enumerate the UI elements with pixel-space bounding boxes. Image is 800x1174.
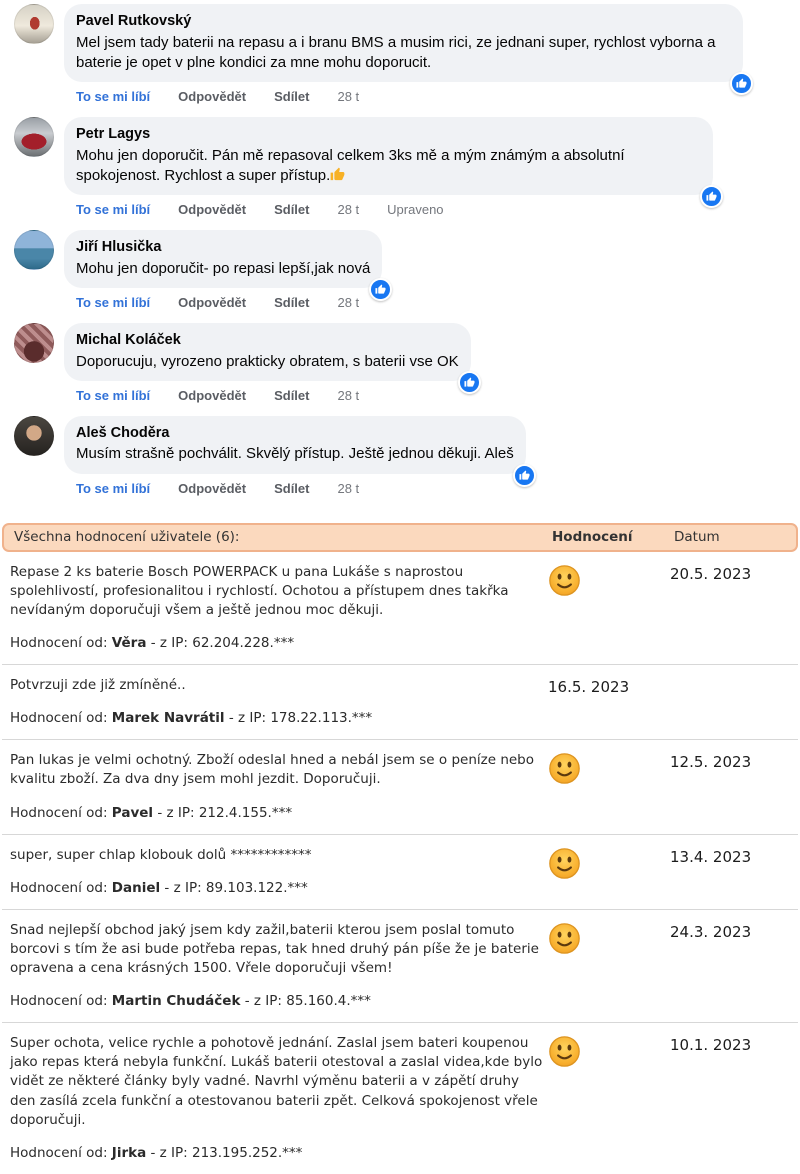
reply-link[interactable]: Odpovědět	[178, 89, 247, 105]
comment-actions	[76, 481, 526, 496]
review-row	[0, 910, 800, 1022]
like-link[interactable]: To se mi líbí	[76, 202, 151, 218]
review-date: 24.3. 2023	[670, 922, 752, 941]
review-author-line	[0, 880, 548, 896]
like-reaction-badge[interactable]	[458, 371, 481, 394]
comment-timestamp[interactable]: 28 t	[337, 202, 360, 218]
date-column-header: Datum	[674, 529, 720, 546]
comment-actions	[76, 388, 471, 403]
comment-actions	[76, 202, 713, 217]
author-name: Věra	[111, 635, 147, 652]
comment-bubble	[64, 230, 382, 288]
comment-row	[14, 4, 788, 104]
author-ip: - z IP: 85.160.4.***	[240, 993, 371, 1010]
review-date: 20.5. 2023	[670, 564, 752, 583]
review-text: Pan lukas je velmi ochotný. Zboží odeslal hned a nebál jsem se o peníze nebo kvalitu zboží. Za dva dny jsem mohl jezdit. Doporučuji.	[10, 752, 535, 788]
rating-smiley-icon	[548, 1034, 670, 1161]
share-link[interactable]: Sdílet	[274, 294, 310, 310]
comment-bubble	[64, 323, 471, 381]
like-link[interactable]: To se mi líbí	[76, 387, 151, 403]
rating-smiley-icon	[548, 846, 670, 896]
review-text: Super ochota, velice rychle a pohotově jednání. Zaslal jsem bateri koupenou jako repas která nebyla funkční. Lukáš baterii otestoval a zaslal videa,kde bylo vidět ze některé články byly vadné. Navrhl výměnu baterii a v zápětí druhy den zasílá zcela funkční a otestovanou baterii zpět. Celková spokojenost vřele doporučuji.	[10, 1035, 543, 1128]
author-prefix: Hodnocení od:	[10, 710, 112, 727]
author-name: Daniel	[111, 879, 161, 896]
avatar[interactable]	[14, 4, 54, 44]
author-prefix: Hodnocení od:	[10, 1144, 112, 1161]
author-prefix: Hodnocení od:	[10, 635, 112, 652]
thumbs-up-icon	[736, 78, 747, 89]
review-date: 10.1. 2023	[670, 1036, 752, 1055]
like-reaction-badge[interactable]	[730, 72, 753, 95]
author-name: Martin Chudáček	[111, 993, 241, 1010]
review-text: super, super chlap klobouk dolů ************	[10, 846, 312, 863]
facebook-comments-section	[0, 0, 800, 515]
author-prefix: Hodnocení od:	[10, 804, 112, 821]
review-date: 13.4. 2023	[670, 847, 752, 866]
like-link[interactable]: To se mi líbí	[76, 480, 151, 496]
comment-timestamp[interactable]: 28 t	[337, 294, 360, 310]
comment-timestamp[interactable]: 28 t	[337, 89, 360, 105]
author-ip: - z IP: 178.22.113.***	[224, 710, 373, 727]
review-author-line	[0, 635, 548, 651]
author-name: Pavel	[111, 804, 154, 821]
comment-text	[76, 146, 701, 187]
thumbs-up-emoji	[330, 167, 345, 184]
reviews-section	[0, 523, 800, 1174]
comment-text: Mohu jen doporučit- po repasi lepší,jak nová	[76, 259, 371, 277]
comment-text: Mel jsem tady baterii na repasu a i branu BMS a musim rici, ze jednani super, rychlost vyborna a baterie je opet v plne kondici za mne mohu doporucit.	[76, 33, 716, 71]
comment-text: Doporucuju, vyrozeno prakticky obratem, s baterii vse OK	[76, 352, 459, 370]
reviews-title: Všechna hodnocení uživatele (6):	[14, 529, 240, 546]
review-text: Potvrzuji zde již zmíněné..	[10, 677, 186, 694]
review-row	[0, 740, 800, 833]
author-name: Marek Navrátil	[111, 710, 225, 727]
comment-text-span: Mohu jen doporučit. Pán mě repasoval celkem 3ks mě a mým známým a absolutní spokojenost. Rychlost a super přístup.	[76, 146, 625, 184]
avatar[interactable]	[14, 230, 54, 270]
comment-bubble	[64, 117, 713, 195]
review-author-line	[0, 993, 548, 1009]
review-text: Snad nejlepší obchod jaký jsem kdy zažil,baterii kterou jsem poslal tomuto borcovi s tím že asi bude potřeba repas, tak hned druhý pán píše že je baterie opravena a cena krásných 1500. Vřele doporučuji všem!	[10, 921, 539, 976]
comment-author[interactable]: Petr Lagys	[76, 126, 151, 143]
review-date: 16.5. 2023	[548, 678, 630, 697]
like-reaction-badge[interactable]	[700, 185, 723, 208]
rating-column-header: Hodnocení	[552, 529, 633, 546]
author-ip: - z IP: 213.195.252.***	[146, 1144, 303, 1161]
comment-timestamp[interactable]: 28 t	[337, 480, 360, 496]
share-link[interactable]: Sdílet	[274, 89, 310, 105]
share-link[interactable]: Sdílet	[274, 387, 310, 403]
rating-smiley-icon	[548, 921, 670, 1009]
comment-row	[14, 230, 788, 310]
review-row	[0, 1023, 800, 1174]
review-author-line	[0, 805, 548, 821]
reply-link[interactable]: Odpovědět	[178, 294, 247, 310]
comment-row	[14, 117, 788, 217]
avatar[interactable]	[14, 117, 54, 157]
like-link[interactable]: To se mi líbí	[76, 294, 151, 310]
author-ip: - z IP: 89.103.122.***	[160, 879, 308, 896]
like-reaction-badge[interactable]	[513, 464, 536, 487]
author-prefix: Hodnocení od:	[10, 993, 112, 1010]
rating-smiley-icon	[548, 563, 670, 651]
rating-smiley-icon	[548, 751, 670, 820]
comment-row	[14, 416, 788, 496]
reply-link[interactable]: Odpovědět	[178, 480, 247, 496]
comment-actions	[76, 89, 743, 104]
like-reaction-badge[interactable]	[369, 278, 392, 301]
reply-link[interactable]: Odpovědět	[178, 202, 247, 218]
comment-author[interactable]: Jiří Hlusička	[76, 239, 162, 256]
comment-timestamp[interactable]: 28 t	[337, 387, 360, 403]
comment-bubble	[64, 4, 743, 82]
review-row	[0, 552, 800, 664]
review-text: Repase 2 ks baterie Bosch POWERPACK u pana Lukáše s naprostou spolehlivostí, profesionalitou i rychlostí. Ochotou a přístupem dnes takřka nevídaným doporučuji všem a ještě jednou moc děkuji.	[10, 563, 509, 618]
thumbs-up-icon	[706, 191, 717, 202]
share-link[interactable]: Sdílet	[274, 480, 310, 496]
avatar[interactable]	[14, 416, 54, 456]
comment-author[interactable]: Michal Koláček	[76, 331, 181, 348]
author-ip: - z IP: 212.4.155.***	[153, 804, 293, 821]
comment-bubble	[64, 416, 526, 474]
review-row	[0, 665, 800, 739]
thumbs-up-icon	[375, 284, 386, 295]
review-date: 12.5. 2023	[670, 753, 752, 772]
reviews-table-header	[2, 523, 798, 552]
author-name: Jirka	[111, 1144, 147, 1161]
author-ip: - z IP: 62.204.228.***	[146, 635, 295, 652]
reply-link[interactable]: Odpovědět	[178, 387, 247, 403]
comment-author[interactable]: Pavel Rutkovský	[76, 13, 192, 29]
thumbs-up-icon	[464, 377, 475, 388]
author-prefix: Hodnocení od:	[10, 879, 112, 896]
review-author-line	[0, 1145, 548, 1161]
comment-author[interactable]: Aleš Choděra	[76, 424, 170, 441]
comment-text: Musím strašně pochválit. Skvělý přístup. Ještě jednou děkuji. Aleš	[76, 445, 514, 463]
avatar[interactable]	[14, 323, 54, 363]
comment-actions	[76, 295, 382, 310]
comment-row	[14, 323, 788, 403]
review-row	[0, 835, 800, 909]
share-link[interactable]: Sdílet	[274, 202, 310, 218]
review-author-line	[0, 710, 548, 726]
thumbs-up-icon	[519, 470, 530, 481]
like-link[interactable]: To se mi líbí	[76, 89, 151, 105]
edited-label: Upraveno	[387, 202, 444, 218]
